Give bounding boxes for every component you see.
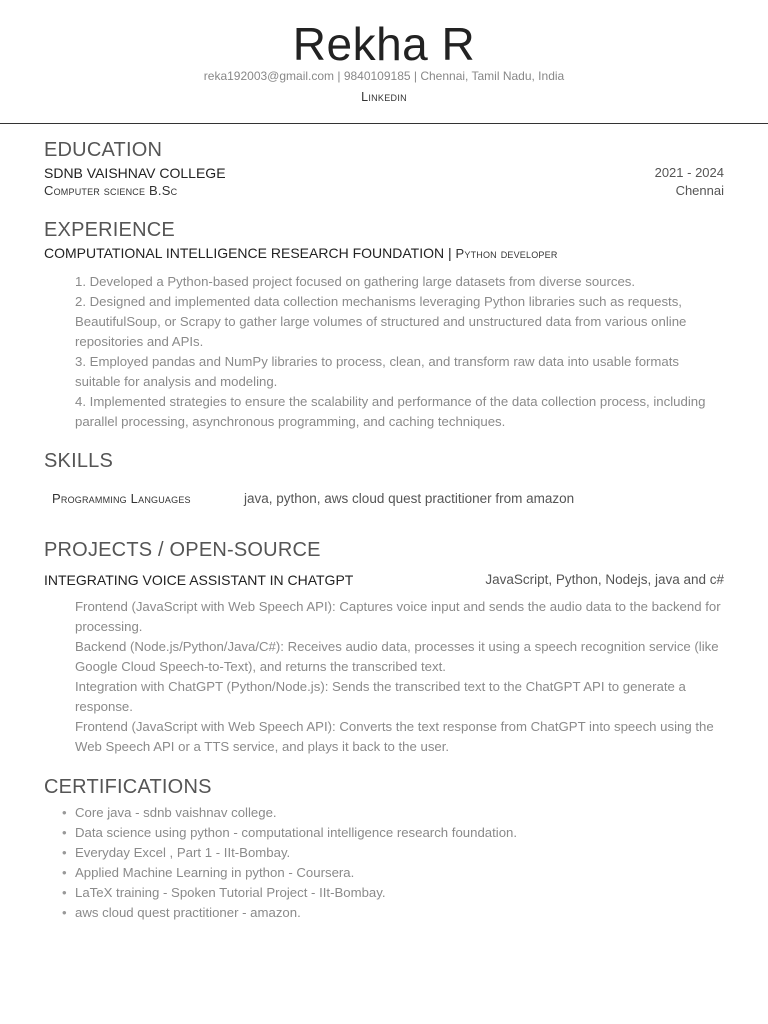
education-years: 2021 - 2024	[654, 165, 724, 180]
list-item	[62, 823, 722, 843]
bullet: •	[62, 825, 67, 840]
list-item: Backend (Node.js/Python/Java/C#): Receives audio data, processes it using a speech recognition service (like Google Cloud Speech-to-Text), and returns the transcribed text.	[75, 639, 719, 674]
list-item: 2. Designed and implemented data collection mechanisms leveraging Python libraries such as requests, BeautifulSoup, or Scrapy to gather large volumes of structured and unstructured data from various online repositories and APIs.	[75, 294, 687, 349]
bullet: •	[62, 865, 67, 880]
list-item	[62, 863, 722, 883]
skills-heading: SKILLS	[44, 450, 114, 472]
list-item: Integration with ChatGPT (Python/Node.js): Sends the transcribed text to the ChatGPT API to generate a response.	[75, 679, 686, 714]
list-item: 3. Employed pandas and NumPy libraries to process, clean, and transform raw data into usable formats suitable for analysis and modeling.	[75, 354, 679, 389]
school-name: SDNB VAISHNAV COLLEGE	[44, 165, 226, 181]
cert-text: Data science using python - computational intelligence research foundation.	[75, 825, 518, 840]
certifications-list	[62, 803, 722, 923]
list-item: Frontend (JavaScript with Web Speech API): Captures voice input and sends the audio data to the backend for processing.	[75, 599, 721, 634]
bullet: •	[62, 905, 67, 920]
skills-value: java, python, aws cloud quest practitioner from amazon	[244, 491, 575, 506]
header-divider	[0, 123, 768, 124]
certifications-heading: CERTIFICATIONS	[44, 776, 212, 798]
project-name: INTEGRATING VOICE ASSISTANT IN CHATGPT	[44, 572, 354, 588]
list-item	[62, 843, 722, 863]
experience-heading: EXPERIENCE	[44, 219, 175, 241]
cert-text: Everyday Excel , Part 1 - IIt-Bombay.	[75, 845, 291, 860]
list-item: Frontend (JavaScript with Web Speech API): Converts the text response from ChatGPT into speech using the Web Speech API or a TTS service, and plays it back to the user.	[75, 719, 714, 754]
project-list	[75, 597, 727, 757]
education-location: Chennai	[675, 183, 724, 198]
candidate-name: Rekha R	[292, 18, 476, 70]
projects-heading: PROJECTS / OPEN-SOURCE	[44, 539, 321, 561]
bullet: •	[62, 805, 67, 820]
cert-text: LaTeX training - Spoken Tutorial Project - IIt-Bombay.	[75, 885, 386, 900]
experience-separator: |	[444, 245, 456, 261]
list-item	[62, 803, 722, 823]
linkedin-link[interactable]: Linkedin	[361, 90, 407, 104]
cert-text: aws cloud quest practitioner - amazon.	[75, 905, 301, 920]
cert-text: Applied Machine Learning in python - Coursera.	[75, 865, 355, 880]
bullet: •	[62, 845, 67, 860]
experience-role-line	[44, 244, 558, 263]
list-item	[62, 903, 722, 923]
cert-text: Core java - sdnb vaishnav college.	[75, 805, 277, 820]
education-heading: EDUCATION	[44, 139, 163, 161]
list-item: 1. Developed a Python-based project focused on gathering large datasets from diverse sources.	[75, 274, 636, 289]
experience-role: Python developer	[455, 246, 558, 261]
contact-info: reka192003@gmail.com | 9840109185 | Chennai, Tamil Nadu, India	[203, 69, 565, 83]
experience-list	[75, 272, 727, 432]
list-item	[62, 883, 722, 903]
skills-label: Programming Languages	[52, 491, 191, 506]
degree-name: Computer science B.Sc	[44, 183, 178, 198]
experience-org: COMPUTATIONAL INTELLIGENCE RESEARCH FOUNDATION	[44, 245, 445, 261]
project-tech: JavaScript, Python, Nodejs, java and c#	[485, 572, 724, 587]
list-item: 4. Implemented strategies to ensure the scalability and performance of the data collection process, including parallel processing, asynchronous programming, and caching techniques.	[75, 394, 706, 429]
bullet: •	[62, 885, 67, 900]
